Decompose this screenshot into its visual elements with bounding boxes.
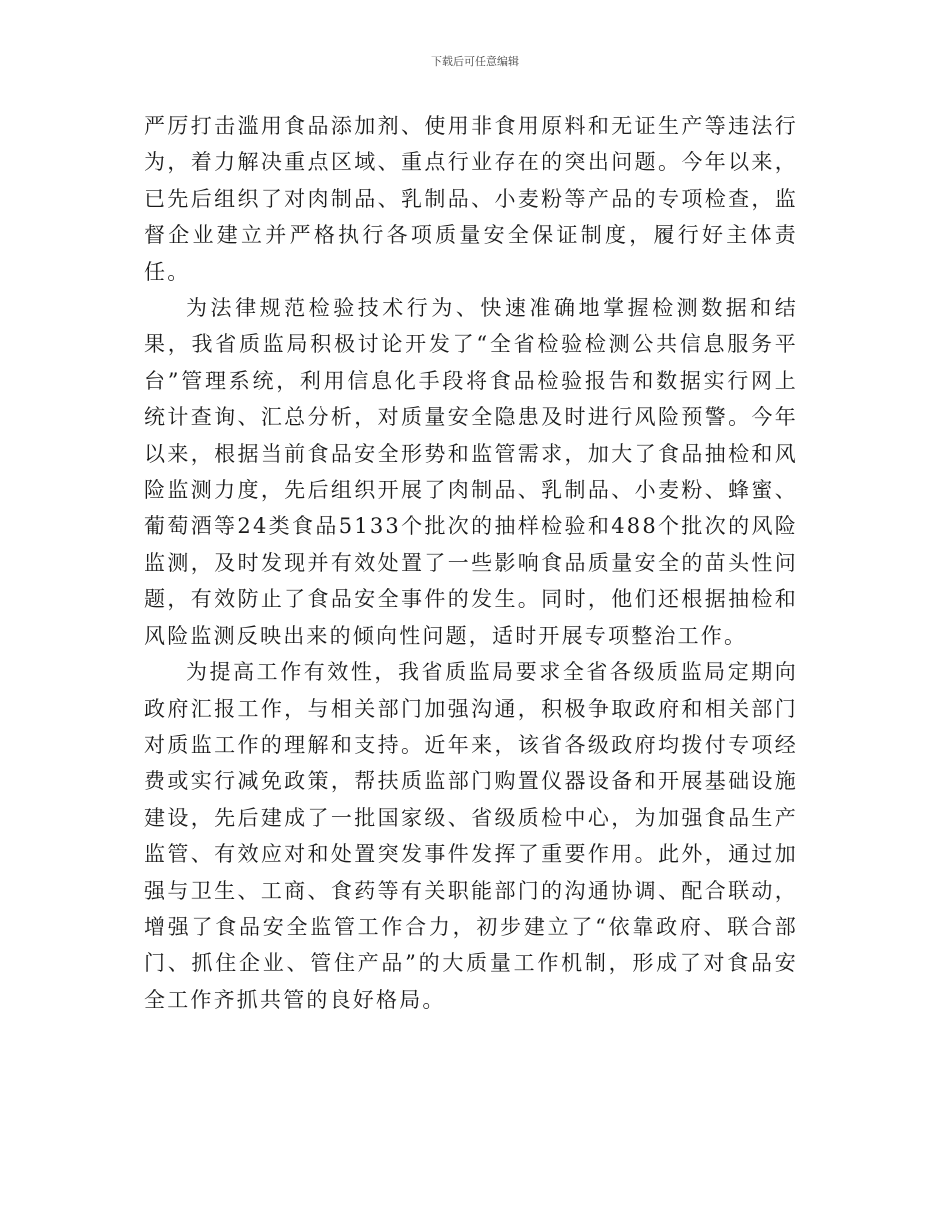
- page-header: 下载后可任意编辑: [431, 55, 519, 68]
- paragraph-continuation: 严厉打击滥用食品添加剂、使用非食用原料和无证生产等违法行为，着力解决重点区域、重点行业存在的突出问题。今年以来，已先后组织了对肉制品、乳制品、小麦粉等产品的专项检查，监督企业建立并严格执行各项质量安全保证制度，履行好主体责任。: [144, 114, 798, 284]
- paragraph-government-cooperation: 为提高工作有效性，我省质监局要求全省各级质监局定期向政府汇报工作，与相关部门加强沟通，积极争取政府和相关部门对质监工作的理解和支持。近年来，该省各级政府均拨付专项经费或实行减免政策，帮扶质监部门购置仪器设备和开展基础设施建设，先后建成了一批国家级、省级质检中心，为加强食品生产监管、有效应对和处置突发事件发挥了重要作用。此外，通过加强与卫生、工商、食药等有关职能部门的沟通协调、配合联动，增强了食品安全监管工作合力，初步建立了“依靠政府、联合部门、抓住企业、管住产品”的大质量工作机制，形成了对食品安全工作齐抓共管的良好格局。: [144, 660, 798, 1012]
- document-body: [144, 108, 798, 1018]
- paragraph-inspection-platform: 为法律规范检验技术行为、快速准确地掌握检测数据和结果，我省质监局积极讨论开发了“全省检验检测公共信息服务平台”管理系统，利用信息化手段将食品检验报告和数据实行网上统计查询、汇总分析，对质量安全隐患及时进行风险预警。今年以来，根据当前食品安全形势和监管需求，加大了食品抽检和风险监测力度，先后组织开展了肉制品、乳制品、小麦粉、蜂蜜、葡萄酒等24类食品5133个批次的抽样检验和488个批次的风险监测，及时发现并有效处置了一些影响食品质量安全的苗头性问题，有效防止了食品安全事件的发生。同时，他们还根据抽检和风险监测反映出来的倾向性问题，适时开展专项整治工作。: [144, 296, 798, 648]
